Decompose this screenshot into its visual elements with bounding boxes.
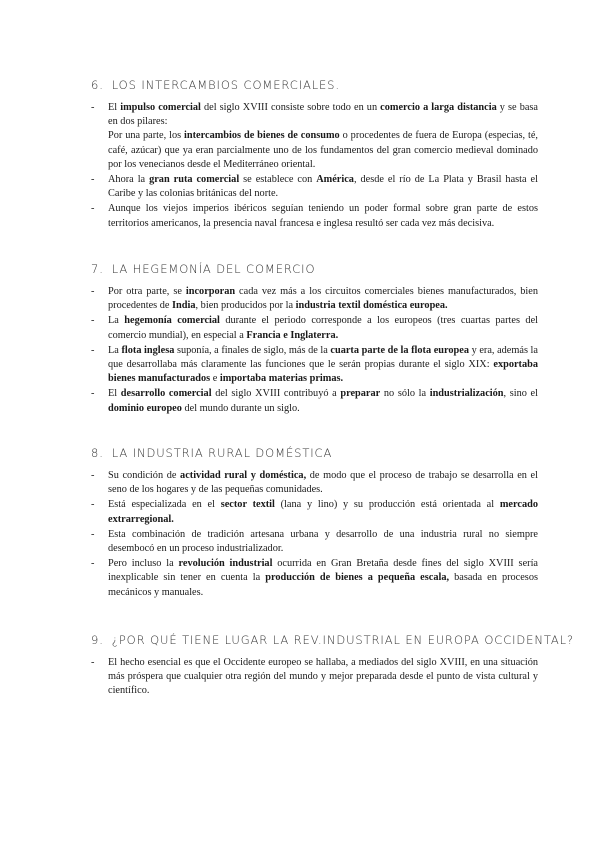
bullet-list	[91, 656, 538, 699]
bullet-list	[91, 101, 538, 231]
text-run: suponía, a finales de siglo, más de la	[174, 344, 331, 356]
bold-text: industrialización	[429, 388, 504, 400]
text-run: del siglo XVIII contribuyó a	[211, 388, 341, 400]
section-title: LA INDUSTRIA RURAL DOMÉSTICA	[111, 446, 333, 460]
bullet-item	[91, 314, 538, 342]
bold-text: Francia e Inglaterra.	[246, 329, 339, 341]
text-run: La	[108, 315, 125, 327]
bold-text: impulso comercial	[120, 102, 201, 113]
bullet-item	[91, 498, 538, 526]
bold-text: preparar	[340, 388, 381, 400]
bold-text: actividad rural y doméstica,	[180, 470, 307, 481]
text-run: Pero incluso la	[108, 558, 179, 570]
dash-bullet-icon: -	[91, 315, 95, 327]
text-run: basada en procesos mecánicos y manuales.	[108, 572, 538, 598]
bullet-paragraph	[108, 498, 538, 526]
text-run: durante el periodo corresponde a los europeos (tres cuartas partes del comercio mundial), en especial a	[108, 315, 538, 341]
bullet-paragraph	[108, 101, 538, 129]
bullet-paragraph	[108, 656, 538, 699]
text-run: Aunque los viejos imperios ibéricos seguían teniendo un poder formal sobre gran parte de estos territorios americanos, la presencia naval francesa e inglesa resultó ser cada vez más decisiva.	[108, 203, 538, 229]
text-run: o procedentes de fuera de Europa (especias, té, café, azúcar) que ya eran parcialmente uno de los fundamentos del gran comercio medieval dominado por los venecianos desde el Mediterráneo oriental.	[108, 130, 538, 170]
bullet-item	[91, 285, 538, 313]
bullet-item	[91, 202, 538, 230]
bullet-paragraph	[108, 344, 538, 387]
text-run: se establece con	[239, 174, 317, 186]
text-run: Por una parte, los	[108, 130, 185, 142]
bold-text: cuarta parte de la flota europea	[330, 344, 470, 356]
text-run: del siglo XVIII consiste sobre todo en un	[200, 102, 381, 113]
section-intercambios-comerciales	[91, 78, 538, 232]
bullet-item	[91, 387, 538, 415]
section-title: LA HEGEMONÍA DEL COMERCIO	[111, 262, 316, 276]
text-run: El	[108, 102, 121, 113]
dash-bullet-icon: -	[91, 499, 95, 511]
dash-bullet-icon: -	[91, 558, 95, 570]
bold-text: industria textil doméstica europea.	[295, 300, 448, 312]
bullet-paragraph	[108, 528, 538, 556]
dash-bullet-icon: -	[91, 528, 95, 540]
dash-bullet-icon: -	[91, 174, 95, 186]
dash-bullet-icon: -	[91, 657, 95, 668]
bold-text: América	[316, 174, 354, 186]
bullet-item	[91, 101, 538, 172]
section-number: 6.	[91, 78, 104, 92]
bold-text: desarrollo comercial	[120, 388, 212, 400]
bullet-paragraph	[108, 387, 538, 415]
bullet-paragraph	[108, 129, 538, 172]
bold-text: incorporan	[185, 286, 236, 297]
text-run: Por otra parte, se	[108, 286, 186, 297]
section-heading	[91, 633, 574, 647]
section-hegemonia-comercio	[91, 262, 538, 417]
text-run: La	[108, 344, 122, 356]
bullet-list	[91, 285, 538, 416]
bold-text: importaba materias primas.	[219, 373, 344, 385]
text-run: , desde el río de La Plata y Brasil hasta el Caribe y las colonias británicas del norte.	[108, 174, 538, 200]
section-number: 9.	[91, 633, 104, 647]
dash-bullet-icon: -	[91, 344, 95, 356]
text-run: e	[210, 373, 220, 385]
bullet-paragraph	[108, 285, 538, 313]
text-run: de modo que el proceso de trabajo se desarrolla en el seno de los hogares y de las pequeñas comunidades.	[108, 470, 538, 496]
text-run: ocurrida en Gran Bretaña desde fines del siglo XVIII sería inexplicable sin tener en cuenta la	[108, 558, 538, 584]
text-run: del mundo durante un siglo.	[181, 402, 300, 414]
text-run: , bien producidos por la	[195, 300, 296, 312]
bold-text: hegemonía comercial	[124, 315, 220, 327]
text-run: Esta combinación de tradición artesana urbana y desarrollo de una industria rural no siempre desembocó en un proceso industrializador.	[108, 528, 538, 555]
section-title: ¿POR QUÉ TIENE LUGAR LA REV.INDUSTRIAL EN EUROPA OCCIDENTAL?	[111, 633, 574, 647]
section-number: 7.	[91, 262, 104, 276]
bullet-item	[91, 557, 538, 600]
bold-text: exportaba bienes manufacturados	[108, 359, 538, 385]
bullet-list	[91, 469, 538, 600]
dash-bullet-icon: -	[91, 388, 95, 400]
text-run: y se basa en dos pilares:	[108, 102, 538, 128]
text-run: no sólo la	[380, 388, 430, 400]
bullet-item	[91, 528, 538, 556]
dash-bullet-icon: -	[91, 286, 95, 297]
text-run: Ahora la	[108, 174, 150, 186]
text-run: Está especializada en el	[108, 499, 221, 511]
text-run: cada vez más a los circuitos comerciales bienes manufacturados, bien procedentes de	[108, 286, 538, 312]
bold-text: mercado extrarregional.	[108, 499, 538, 525]
bullet-paragraph	[108, 173, 538, 201]
text-run: y era, además la que desarrollaba más claramente las funciones que le serán propias durante el siglo XIX:	[108, 344, 538, 371]
section-heading	[91, 262, 538, 276]
dash-bullet-icon: -	[91, 470, 95, 481]
bold-text: flota inglesa	[121, 344, 175, 356]
text-run: , sino el	[503, 388, 538, 400]
bullet-paragraph	[108, 469, 538, 497]
bullet-paragraph	[108, 202, 538, 230]
section-revolucion-industrial	[91, 633, 574, 700]
bullet-item	[91, 656, 538, 699]
bullet-item	[91, 173, 538, 201]
bold-text: revolución industrial	[178, 558, 273, 570]
bullet-item	[91, 469, 538, 497]
section-industria-rural	[91, 446, 538, 601]
bold-text: intercambios de bienes de consumo	[184, 130, 340, 142]
bold-text: gran ruta comercial	[149, 174, 240, 186]
bullet-paragraph	[108, 314, 538, 342]
bold-text: dominio europeo	[108, 402, 182, 414]
dash-bullet-icon: -	[91, 203, 95, 215]
section-heading	[91, 78, 538, 92]
bold-text: sector textil	[220, 499, 275, 511]
text-run: El hecho esencial es que el Occidente europeo se hallaba, a mediados del siglo XVIII, en una situación más próspera que cualquier otra región del mundo y mejor preparada desde el punto de vista cultural y científico.	[108, 657, 538, 697]
dash-bullet-icon: -	[91, 102, 95, 113]
text-run: El	[108, 388, 121, 400]
section-heading	[91, 446, 538, 460]
text-run: (lana y lino) y su producción está orientada al	[274, 499, 500, 511]
bold-text: comercio a larga distancia	[380, 102, 497, 113]
bold-text: India	[172, 300, 196, 312]
text-run: Su condición de	[108, 470, 181, 481]
section-number: 8.	[91, 446, 104, 460]
section-title: LOS INTERCAMBIOS COMERCIALES.	[111, 78, 340, 92]
bold-text: producción de bienes a pequeña escala,	[265, 572, 450, 584]
bullet-paragraph	[108, 557, 538, 600]
bullet-item	[91, 344, 538, 387]
